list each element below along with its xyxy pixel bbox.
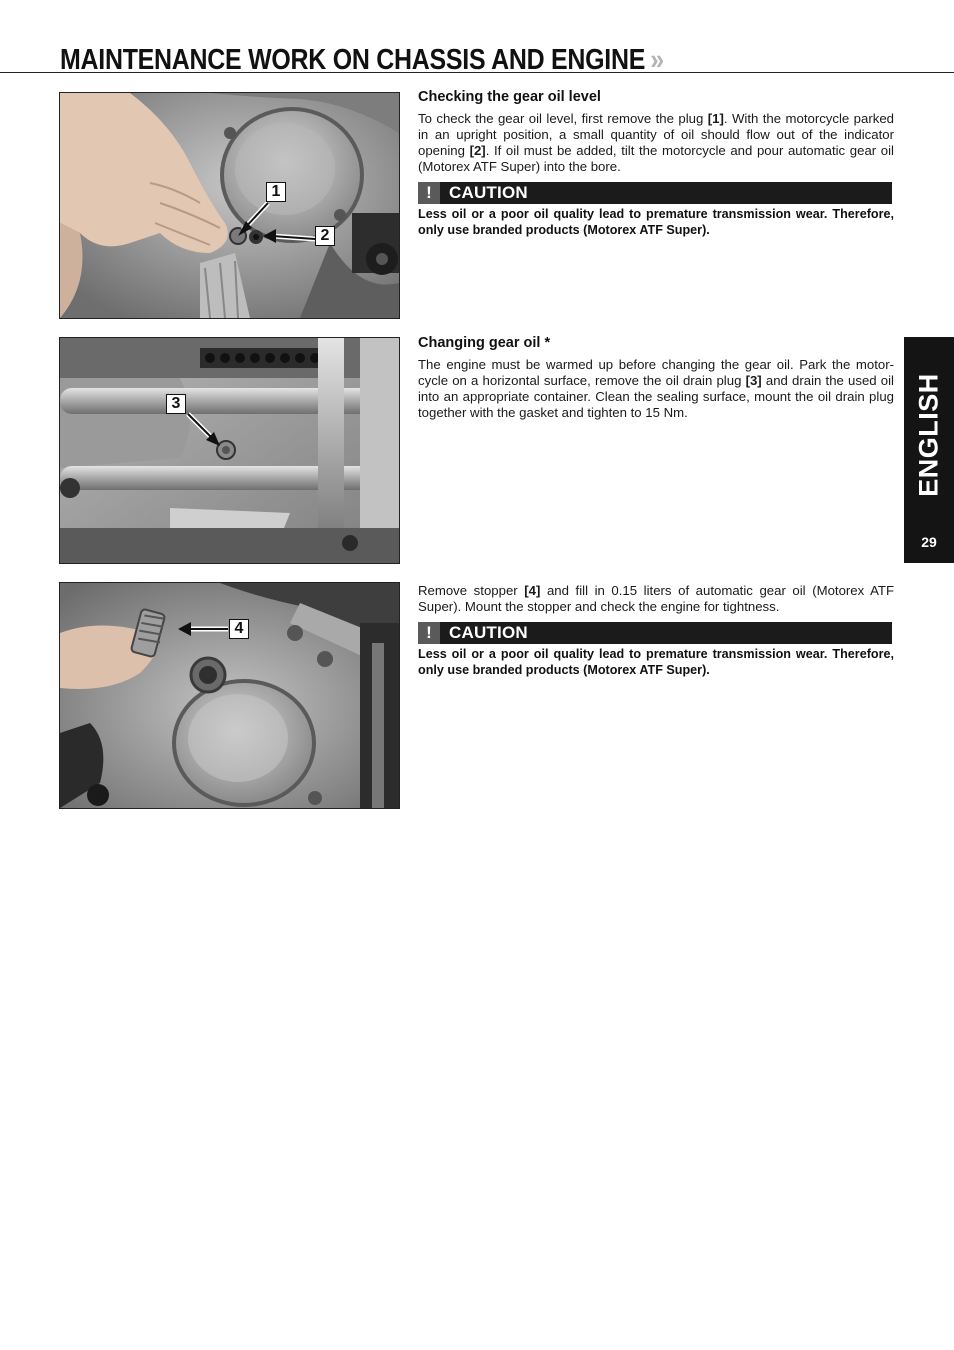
caution-label: CAUTION (449, 623, 528, 642)
body-reference: [2] (469, 143, 486, 158)
body-text-part: . With the motorcycle parked in an upright position, a small quantity of oil should flow out of the indicator opening (418, 111, 894, 158)
section-body (418, 583, 894, 615)
callout-2: 2 (315, 226, 335, 246)
caution-label: CAUTION (449, 183, 528, 202)
section-fill-gear-oil (418, 583, 894, 678)
section-heading: Checking the gear oil level (418, 89, 601, 105)
page-title-text: MAINTENANCE WORK ON CHASSIS AND ENGINE (60, 44, 646, 76)
language-tab-label: ENGLISH (913, 373, 944, 497)
section-gear-oil-level (418, 89, 894, 238)
caution-text: Less oil or a poor oil quality lead to premature transmission wear. Therefore, only use branded products (Motorex ATF Super). (418, 647, 894, 677)
section-body (418, 357, 894, 421)
body-reference: [4] (524, 583, 541, 598)
body-text-part: and drain the used oil into an appropriate container. Clean the sealing surface, mount the oil drain plug together with the gasket and tighten to 15 Nm. (418, 373, 894, 420)
warning-icon: ! (418, 182, 440, 204)
caution-banner (418, 182, 892, 204)
body-reference: [3] (745, 373, 762, 388)
body-text-part: and fill in 0.15 liters of automatic gear oil (Motorex ATF Super). Mount the stopper and check the engine for tightness. (418, 583, 894, 614)
section-body (418, 111, 894, 175)
callout-3: 3 (166, 394, 186, 414)
caution-banner (418, 622, 892, 644)
callout-1: 1 (266, 182, 286, 202)
body-text-part: Remove stopper (418, 583, 525, 598)
body-text-part: To check the gear oil level, first remove the plug (418, 111, 708, 126)
callout-4: 4 (229, 619, 249, 639)
page-number: 29 (921, 534, 937, 550)
section-changing-gear-oil (418, 335, 894, 421)
photo-fill-gear-oil (59, 582, 400, 809)
body-text-part: . If oil must be added, tilt the motorcycle and pour automatic gear oil (Motorex ATF Super) into the bore. (418, 143, 894, 174)
warning-icon: ! (418, 622, 440, 644)
caution-text: Less oil or a poor oil quality lead to premature transmission wear. Therefore, only use branded products (Motorex ATF Super). (418, 207, 894, 237)
body-reference: [1] (707, 111, 724, 126)
body-text-part: The engine must be warmed up before changing the gear oil. Park the motor-cycle on a horizontal surface, remove the oil drain plug (418, 357, 894, 388)
photo-changing-gear-oil (59, 337, 400, 564)
section-heading: Changing gear oil * (418, 335, 551, 351)
title-divider (0, 72, 954, 73)
title-chevron-icon: » (650, 44, 664, 76)
language-tab (904, 337, 954, 563)
photo-gear-oil-level (59, 92, 400, 319)
